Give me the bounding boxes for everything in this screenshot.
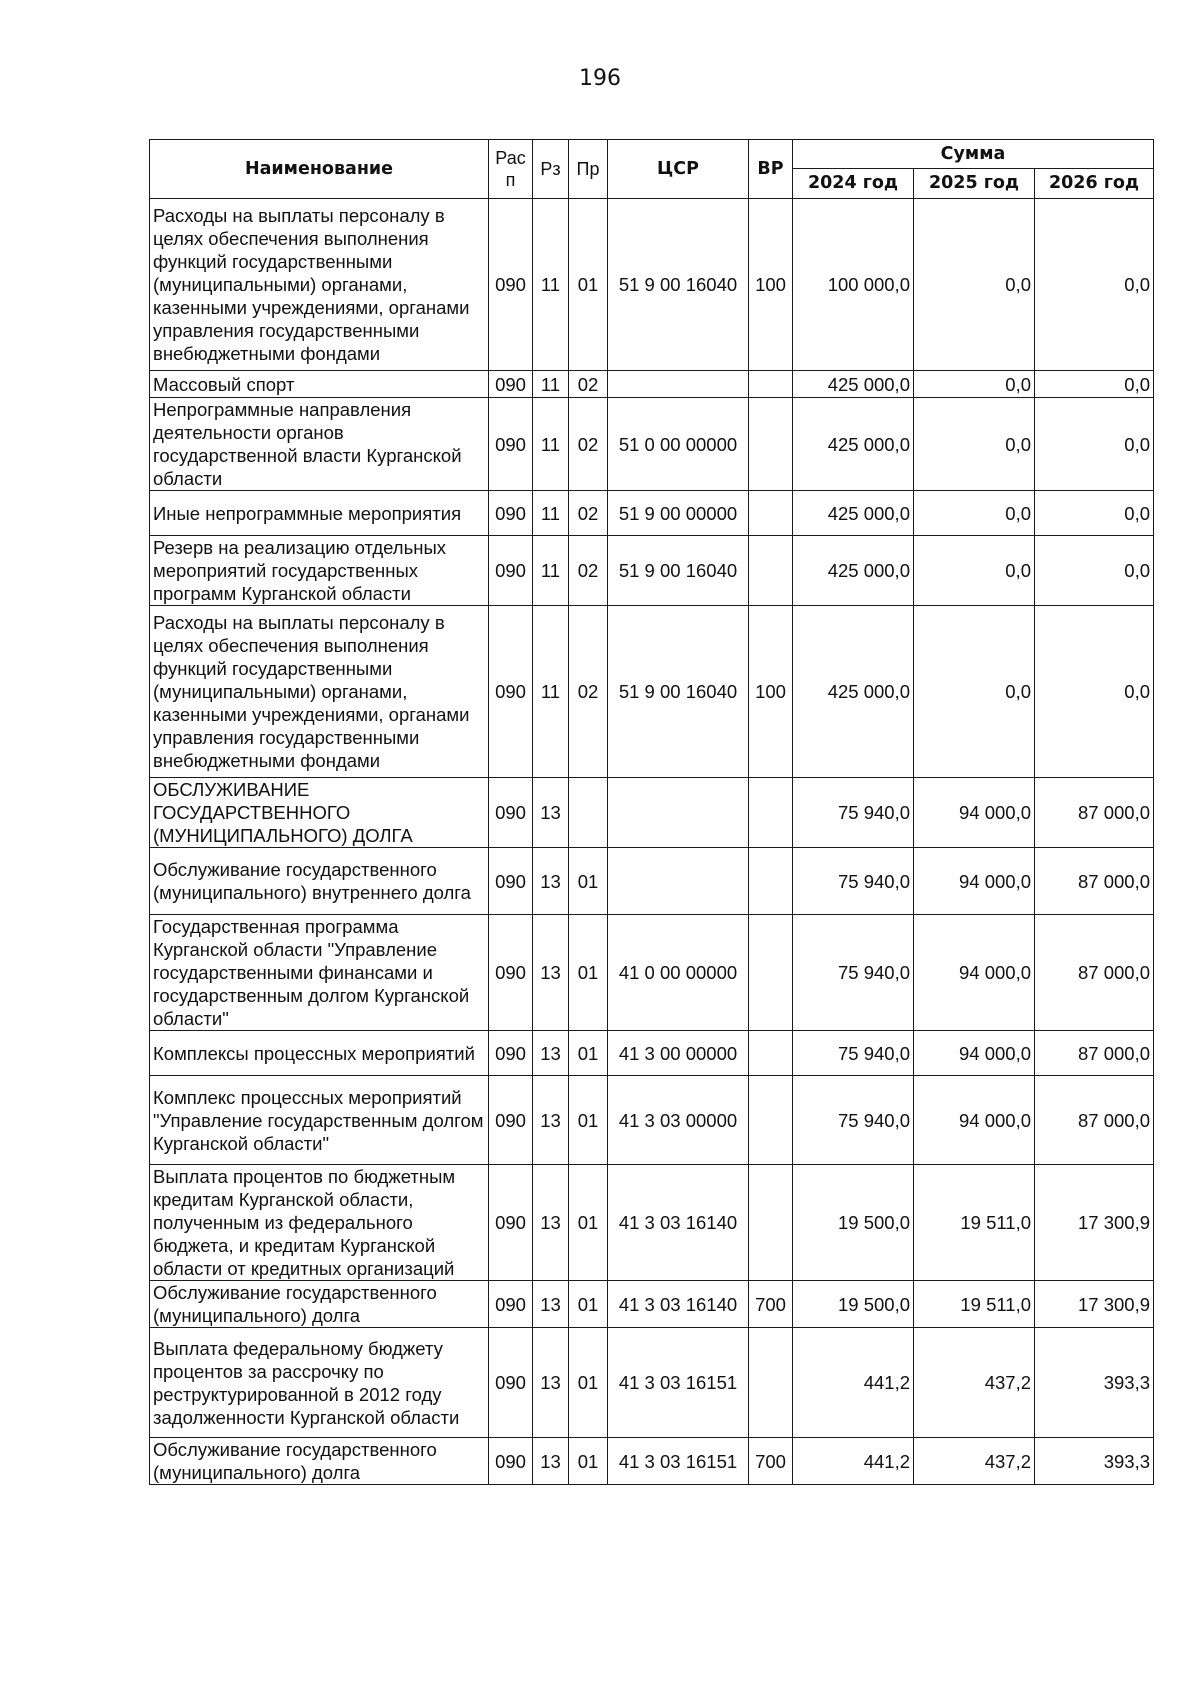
row-rz: 13 bbox=[533, 1328, 569, 1438]
table-row bbox=[150, 199, 1154, 371]
row-sum-2025: 94 000,0 bbox=[914, 848, 1035, 915]
row-rasp: 090 bbox=[489, 1438, 533, 1485]
row-sum-2026: 87 000,0 bbox=[1035, 778, 1154, 848]
row-rasp: 090 bbox=[489, 1328, 533, 1438]
row-pr: 01 bbox=[569, 848, 608, 915]
row-vr bbox=[749, 371, 793, 398]
row-pr: 02 bbox=[569, 536, 608, 606]
row-rasp: 090 bbox=[489, 199, 533, 371]
row-pr: 02 bbox=[569, 371, 608, 398]
row-sum-2024: 441,2 bbox=[793, 1328, 914, 1438]
row-sum-2026: 0,0 bbox=[1035, 371, 1154, 398]
row-sum-2024: 425 000,0 bbox=[793, 491, 914, 536]
row-name: Расходы на выплаты персоналу в целях обеспечения выполнения функций государственными (муниципальными) органами, казенными учреждениями, органами управления государственными внебюджетными фондами bbox=[150, 606, 489, 778]
row-sum-2025: 0,0 bbox=[914, 536, 1035, 606]
row-rasp: 090 bbox=[489, 536, 533, 606]
row-csr: 51 9 00 16040 bbox=[608, 536, 749, 606]
row-name: Резерв на реализацию отдельных мероприятий государственных программ Курганской области bbox=[150, 536, 489, 606]
table-row bbox=[150, 491, 1154, 536]
row-sum-2024: 425 000,0 bbox=[793, 606, 914, 778]
row-pr: 01 bbox=[569, 1438, 608, 1485]
row-name: Иные непрограммные мероприятия bbox=[150, 491, 489, 536]
row-rasp: 090 bbox=[489, 1031, 533, 1076]
row-rz: 11 bbox=[533, 371, 569, 398]
row-sum-2024: 425 000,0 bbox=[793, 536, 914, 606]
table-row bbox=[150, 848, 1154, 915]
row-rasp: 090 bbox=[489, 778, 533, 848]
row-rasp: 090 bbox=[489, 606, 533, 778]
row-name: ОБСЛУЖИВАНИЕ ГОСУДАРСТВЕННОГО (МУНИЦИПАЛЬНОГО) ДОЛГА bbox=[150, 778, 489, 848]
header-csr: ЦСР bbox=[608, 140, 749, 199]
row-sum-2024: 425 000,0 bbox=[793, 371, 914, 398]
row-rz: 13 bbox=[533, 848, 569, 915]
row-name: Обслуживание государственного (муниципального) долга bbox=[150, 1438, 489, 1485]
row-rz: 13 bbox=[533, 1281, 569, 1328]
row-pr: 02 bbox=[569, 491, 608, 536]
page-number: 196 bbox=[579, 66, 621, 91]
row-rz: 13 bbox=[533, 778, 569, 848]
header-name: Наименование bbox=[150, 140, 489, 199]
row-sum-2025: 437,2 bbox=[914, 1328, 1035, 1438]
row-csr: 41 3 00 00000 bbox=[608, 1031, 749, 1076]
row-name: Выплата процентов по бюджетным кредитам Курганской области, полученным из федерального бюджета, и кредитам Курганской области от кредитных организаций bbox=[150, 1165, 489, 1281]
row-sum-2026: 0,0 bbox=[1035, 199, 1154, 371]
row-csr: 41 3 03 16151 bbox=[608, 1328, 749, 1438]
row-sum-2026: 0,0 bbox=[1035, 606, 1154, 778]
row-sum-2026: 393,3 bbox=[1035, 1328, 1154, 1438]
row-name: Государственная программа Курганской области "Управление государственными финансами и государственным долгом Курганской области" bbox=[150, 915, 489, 1031]
row-vr bbox=[749, 778, 793, 848]
row-sum-2025: 0,0 bbox=[914, 606, 1035, 778]
row-sum-2026: 87 000,0 bbox=[1035, 1076, 1154, 1165]
row-vr bbox=[749, 1328, 793, 1438]
table-row bbox=[150, 606, 1154, 778]
row-sum-2026: 0,0 bbox=[1035, 491, 1154, 536]
budget-table bbox=[149, 139, 1154, 1485]
row-sum-2025: 94 000,0 bbox=[914, 915, 1035, 1031]
row-sum-2026: 87 000,0 bbox=[1035, 1031, 1154, 1076]
row-vr bbox=[749, 398, 793, 491]
row-rz: 13 bbox=[533, 915, 569, 1031]
row-csr bbox=[608, 371, 749, 398]
row-sum-2024: 19 500,0 bbox=[793, 1165, 914, 1281]
row-sum-2024: 425 000,0 bbox=[793, 398, 914, 491]
row-sum-2024: 75 940,0 bbox=[793, 848, 914, 915]
row-rasp: 090 bbox=[489, 848, 533, 915]
row-name: Расходы на выплаты персоналу в целях обеспечения выполнения функций государственными (муниципальными) органами, казенными учреждениями, органами управления государственными внебюджетными фондами bbox=[150, 199, 489, 371]
row-pr: 01 bbox=[569, 915, 608, 1031]
table-row bbox=[150, 915, 1154, 1031]
row-pr bbox=[569, 778, 608, 848]
row-sum-2024: 100 000,0 bbox=[793, 199, 914, 371]
header-pr: Пр bbox=[569, 140, 608, 199]
row-sum-2025: 94 000,0 bbox=[914, 1076, 1035, 1165]
header-2025: 2025 год bbox=[914, 169, 1035, 199]
header-2024: 2024 год bbox=[793, 169, 914, 199]
row-csr: 51 0 00 00000 bbox=[608, 398, 749, 491]
row-vr bbox=[749, 1076, 793, 1165]
row-pr: 02 bbox=[569, 398, 608, 491]
row-sum-2025: 94 000,0 bbox=[914, 778, 1035, 848]
row-rasp: 090 bbox=[489, 915, 533, 1031]
row-sum-2026: 87 000,0 bbox=[1035, 848, 1154, 915]
row-rz: 11 bbox=[533, 606, 569, 778]
row-sum-2026: 17 300,9 bbox=[1035, 1281, 1154, 1328]
row-sum-2025: 94 000,0 bbox=[914, 1031, 1035, 1076]
row-csr: 51 9 00 16040 bbox=[608, 199, 749, 371]
row-sum-2024: 75 940,0 bbox=[793, 915, 914, 1031]
row-sum-2025: 0,0 bbox=[914, 491, 1035, 536]
row-sum-2024: 75 940,0 bbox=[793, 1076, 914, 1165]
row-vr: 100 bbox=[749, 606, 793, 778]
row-rasp: 090 bbox=[489, 1165, 533, 1281]
row-pr: 01 bbox=[569, 199, 608, 371]
row-sum-2024: 75 940,0 bbox=[793, 1031, 914, 1076]
row-rasp: 090 bbox=[489, 398, 533, 491]
table-row bbox=[150, 778, 1154, 848]
row-sum-2026: 17 300,9 bbox=[1035, 1165, 1154, 1281]
row-rz: 11 bbox=[533, 398, 569, 491]
row-rz: 13 bbox=[533, 1076, 569, 1165]
row-pr: 01 bbox=[569, 1281, 608, 1328]
table-row bbox=[150, 1438, 1154, 1485]
row-sum-2026: 393,3 bbox=[1035, 1438, 1154, 1485]
table-row bbox=[150, 536, 1154, 606]
row-sum-2026: 0,0 bbox=[1035, 536, 1154, 606]
row-sum-2025: 19 511,0 bbox=[914, 1281, 1035, 1328]
row-csr: 41 0 00 00000 bbox=[608, 915, 749, 1031]
table-row bbox=[150, 371, 1154, 398]
row-rasp: 090 bbox=[489, 491, 533, 536]
row-pr: 01 bbox=[569, 1328, 608, 1438]
header-rasp-label: Рас п bbox=[495, 148, 526, 190]
row-name: Комплекс процессных мероприятий "Управление государственным долгом Курганской области" bbox=[150, 1076, 489, 1165]
table-row bbox=[150, 1328, 1154, 1438]
row-csr bbox=[608, 848, 749, 915]
row-sum-2026: 87 000,0 bbox=[1035, 915, 1154, 1031]
row-pr: 02 bbox=[569, 606, 608, 778]
row-vr: 700 bbox=[749, 1438, 793, 1485]
row-rasp: 090 bbox=[489, 1281, 533, 1328]
header-rasp bbox=[489, 140, 533, 199]
table-row bbox=[150, 1281, 1154, 1328]
row-sum-2025: 0,0 bbox=[914, 398, 1035, 491]
row-sum-2025: 0,0 bbox=[914, 199, 1035, 371]
row-pr: 01 bbox=[569, 1031, 608, 1076]
row-name: Обслуживание государственного (муниципального) долга bbox=[150, 1281, 489, 1328]
row-csr: 41 3 03 16151 bbox=[608, 1438, 749, 1485]
row-vr bbox=[749, 1031, 793, 1076]
row-rasp: 090 bbox=[489, 371, 533, 398]
row-vr bbox=[749, 491, 793, 536]
header-vr: ВР bbox=[749, 140, 793, 199]
row-rz: 13 bbox=[533, 1438, 569, 1485]
row-vr bbox=[749, 915, 793, 1031]
row-sum-2025: 0,0 bbox=[914, 371, 1035, 398]
row-csr: 51 9 00 16040 bbox=[608, 606, 749, 778]
row-name: Непрограммные направления деятельности органов государственной власти Курганской области bbox=[150, 398, 489, 491]
row-sum-2024: 19 500,0 bbox=[793, 1281, 914, 1328]
row-vr bbox=[749, 536, 793, 606]
row-vr bbox=[749, 848, 793, 915]
row-rz: 11 bbox=[533, 199, 569, 371]
row-rz: 13 bbox=[533, 1165, 569, 1281]
table-row bbox=[150, 1076, 1154, 1165]
row-vr: 700 bbox=[749, 1281, 793, 1328]
header-2026: 2026 год bbox=[1035, 169, 1154, 199]
header-sum: Сумма bbox=[793, 140, 1154, 169]
row-name: Массовый спорт bbox=[150, 371, 489, 398]
row-pr: 01 bbox=[569, 1076, 608, 1165]
table-row bbox=[150, 1165, 1154, 1281]
row-name: Комплексы процессных мероприятий bbox=[150, 1031, 489, 1076]
row-rz: 11 bbox=[533, 491, 569, 536]
row-csr: 51 9 00 00000 bbox=[608, 491, 749, 536]
row-rasp: 090 bbox=[489, 1076, 533, 1165]
row-sum-2025: 19 511,0 bbox=[914, 1165, 1035, 1281]
table-row bbox=[150, 398, 1154, 491]
row-name: Обслуживание государственного (муниципального) внутреннего долга bbox=[150, 848, 489, 915]
row-pr: 01 bbox=[569, 1165, 608, 1281]
row-rz: 13 bbox=[533, 1031, 569, 1076]
table-row bbox=[150, 1031, 1154, 1076]
row-csr: 41 3 03 16140 bbox=[608, 1165, 749, 1281]
row-csr: 41 3 03 00000 bbox=[608, 1076, 749, 1165]
row-sum-2024: 441,2 bbox=[793, 1438, 914, 1485]
row-csr: 41 3 03 16140 bbox=[608, 1281, 749, 1328]
row-csr bbox=[608, 778, 749, 848]
row-sum-2026: 0,0 bbox=[1035, 398, 1154, 491]
header-rz: Рз bbox=[533, 140, 569, 199]
row-vr: 100 bbox=[749, 199, 793, 371]
row-vr bbox=[749, 1165, 793, 1281]
row-sum-2024: 75 940,0 bbox=[793, 778, 914, 848]
row-name: Выплата федеральному бюджету процентов за рассрочку по реструктурированной в 2012 году задолженности Курганской области bbox=[150, 1328, 489, 1438]
row-sum-2025: 437,2 bbox=[914, 1438, 1035, 1485]
row-rz: 11 bbox=[533, 536, 569, 606]
